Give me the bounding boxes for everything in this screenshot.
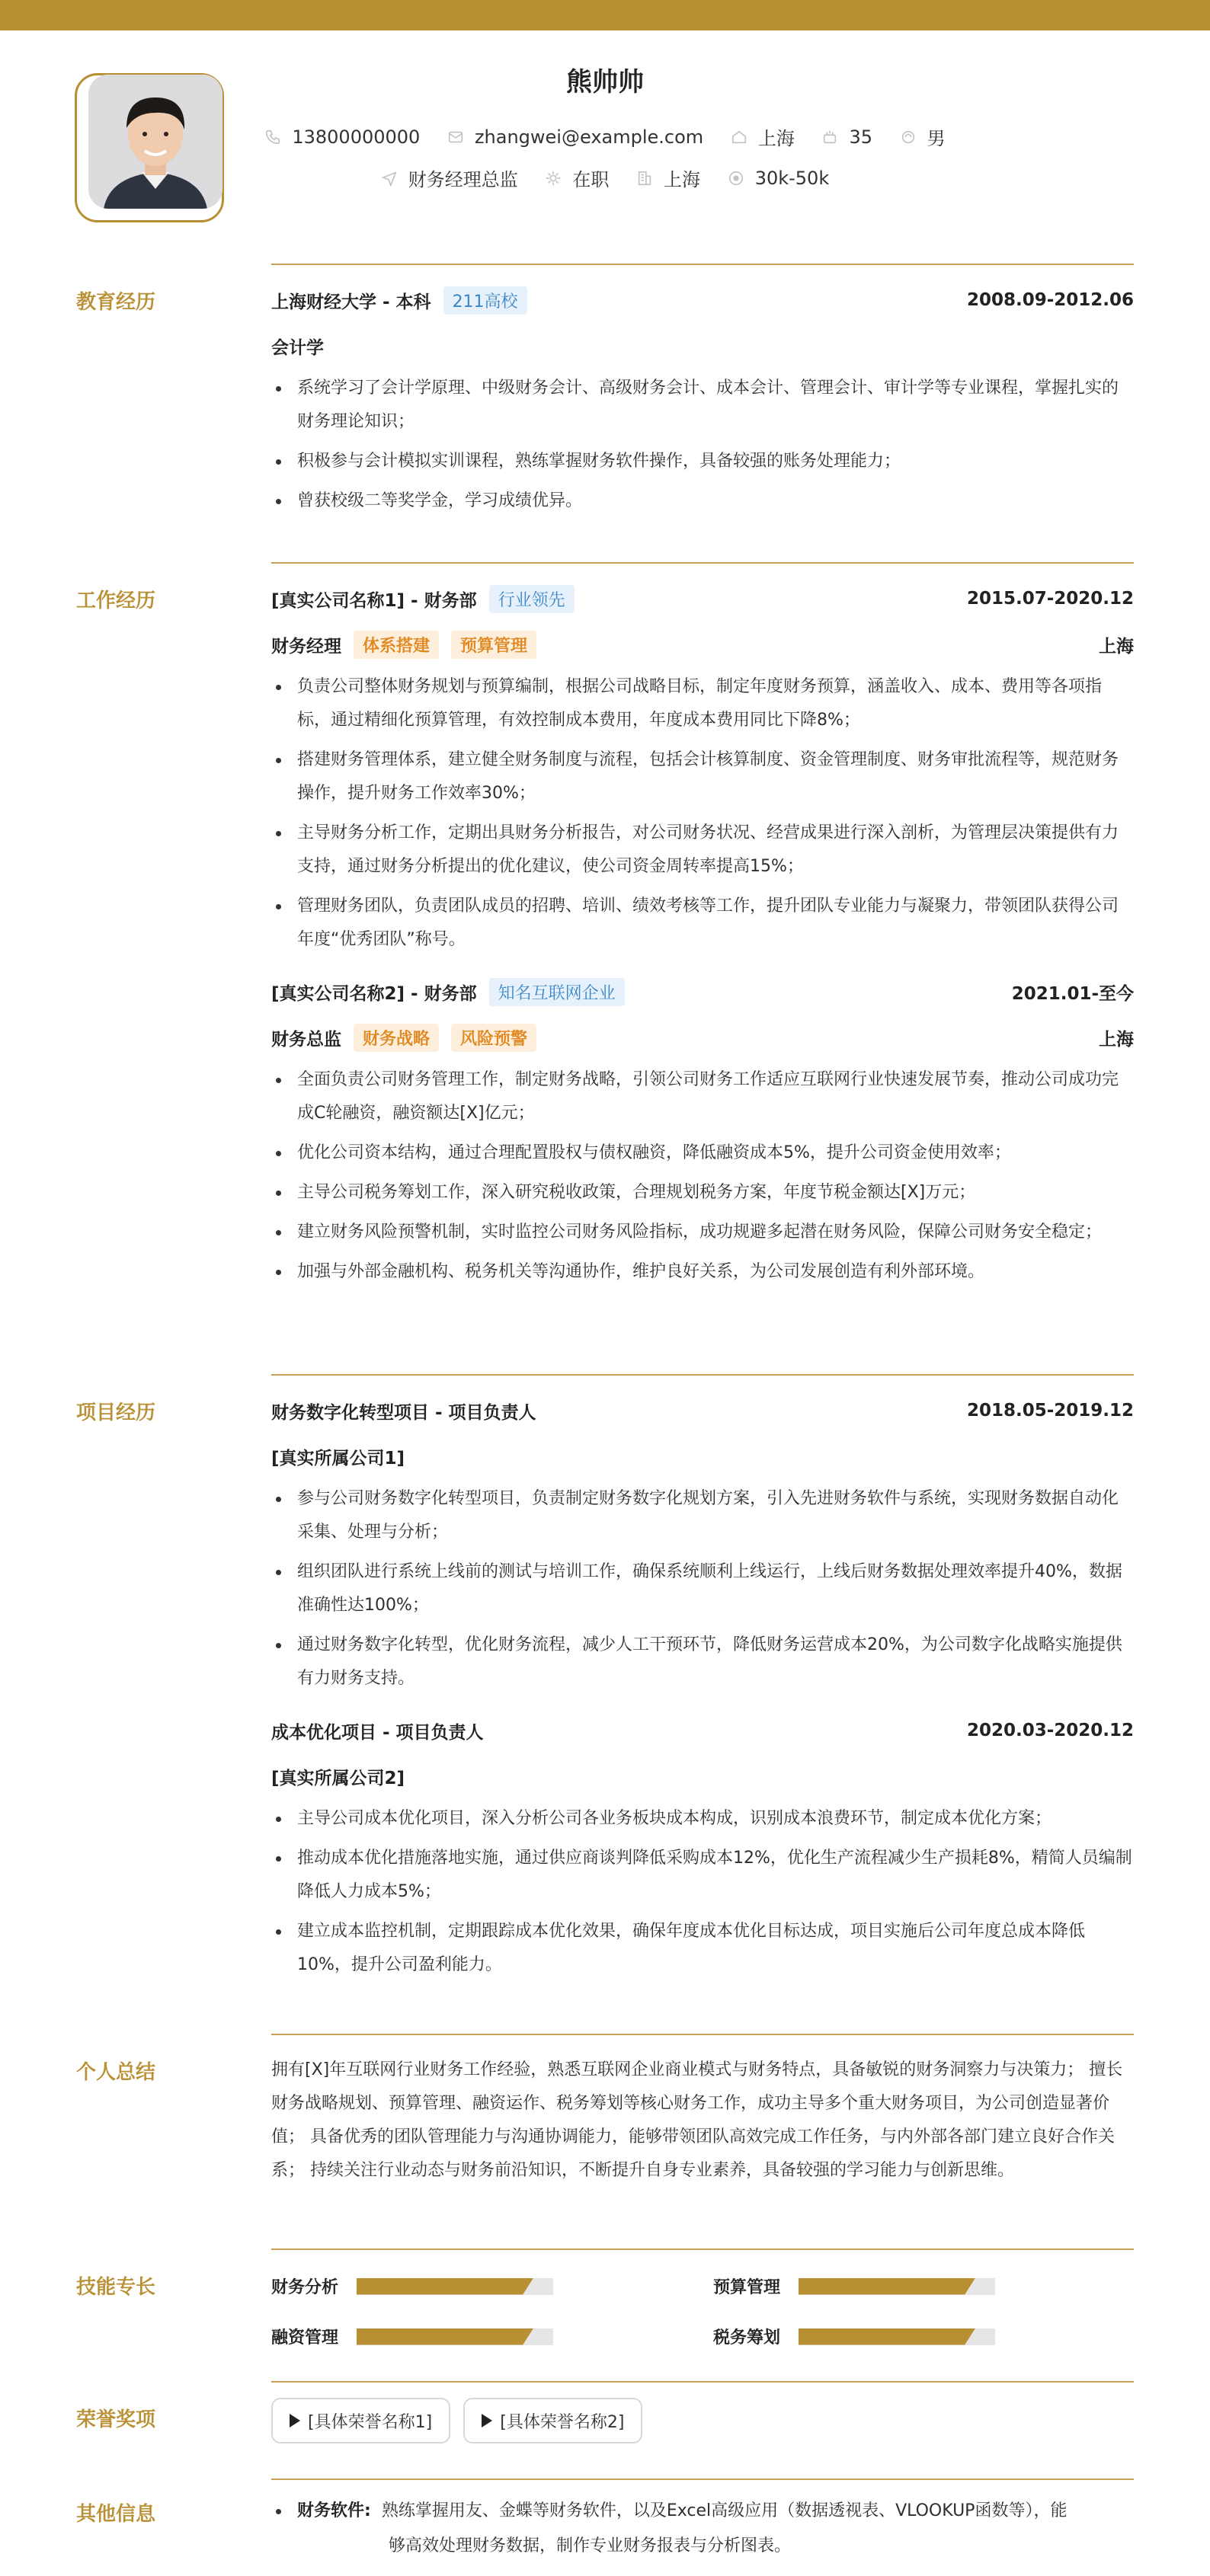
education-date: 2008.09-2012.06 <box>966 290 1134 310</box>
job-date: 2015.07-2020.12 <box>966 589 1134 609</box>
play-icon <box>482 2414 492 2427</box>
gender-icon <box>900 129 917 145</box>
list-item: 建立成本监控机制，定期跟踪成本优化效果，确保年度成本优化目标达成，项目实施后公司年度总成本降低10%，提升公司盈利能力。 <box>271 1915 1134 1982</box>
award-chip[interactable] <box>271 2398 450 2443</box>
company-tag: 知名互联网企业 <box>489 978 625 1006</box>
education-content <box>271 285 1134 518</box>
project-date: 2020.03-2020.12 <box>966 1721 1134 1740</box>
job-header <box>271 583 1134 614</box>
job-company: [真实公司名称2] - 财务部 <box>271 983 477 1004</box>
project-bullets <box>271 1482 1134 1695</box>
school-name: 上海财经大学 - 本科 <box>271 292 431 312</box>
skills-title: 技能专长 <box>76 2276 156 2299</box>
candidate-name: 熊帅帅 <box>566 67 644 97</box>
home-icon <box>731 129 747 145</box>
job-entry <box>271 583 1134 957</box>
section-divider <box>271 562 1134 564</box>
skill-name: 预算管理 <box>713 2278 781 2297</box>
job-bullets <box>271 1063 1134 1289</box>
list-item: 通过财务数字化转型，优化财务流程，减少人工干预环节，降低财务运营成本20%，为公司数字化战略实施提供有力财务支持。 <box>271 1628 1134 1695</box>
list-item: 系统学习了会计学原理、中级财务会计、高级财务会计、成本会计、管理会计、审计学等专业课程，掌握扎实的财务理论知识； <box>271 372 1134 439</box>
other-title: 其他信息 <box>76 2503 156 2526</box>
phone-item <box>264 126 420 148</box>
project-company-row <box>271 1761 1134 1791</box>
skill-bar <box>357 2278 553 2295</box>
skill-bar <box>799 2328 995 2345</box>
age-icon <box>821 129 838 145</box>
project-date: 2018.05-2019.12 <box>966 1401 1134 1421</box>
email-text: zhangwei@example.com <box>474 126 704 148</box>
list-item: 优化公司资本结构，通过合理配置股权与债权融资，降低融资成本5%，提升公司资金使用效率； <box>271 1136 1134 1170</box>
project-name: 成本优化项目 - 项目负责人 <box>271 1722 484 1743</box>
skill-tag: 风险预警 <box>451 1024 536 1052</box>
skill-name: 税务筹划 <box>713 2328 781 2347</box>
location-item <box>731 123 795 150</box>
skill-bar-fill <box>357 2278 533 2295</box>
skill-bar <box>799 2278 995 2295</box>
other-line2: 够高效处理财务数据，制作专业财务报表与分析图表。 <box>389 2536 792 2555</box>
section-divider <box>271 264 1134 265</box>
job-header <box>271 976 1134 1007</box>
status-text: 在职 <box>572 169 610 190</box>
job-city: 上海 <box>1099 1029 1134 1050</box>
project-name: 财务数字化转型项目 - 项目负责人 <box>271 1402 536 1423</box>
list-item: 全面负责公司财务管理工作，制定财务战略，引领公司财务工作适应互联网行业快速发展节奏，推动公司成功完成C轮融资，融资额达[X]亿元； <box>271 1063 1134 1130</box>
list-item: 搭建财务管理体系，建立健全财务制度与流程，包括会计核算制度、资金管理制度、财务审批流程等，规范财务操作，提升财务工作效率30%； <box>271 743 1134 810</box>
section-divider <box>271 1374 1134 1376</box>
skill-tag: 体系搭建 <box>354 631 439 659</box>
job-company: [真实公司名称1] - 财务部 <box>271 590 477 611</box>
skill-bar-fill <box>357 2328 533 2345</box>
phone-icon <box>264 129 281 145</box>
status-icon <box>545 170 562 187</box>
skill-name: 财务分析 <box>271 2278 339 2297</box>
major-name: 会计学 <box>271 337 324 358</box>
education-title: 教育经历 <box>76 291 156 314</box>
school-tag: 211高校 <box>443 286 527 315</box>
list-item: 加强与外部金融机构、税务机关等沟通协作，维护良好关系，为公司发展创造有利外部环境。 <box>271 1255 1134 1289</box>
play-icon <box>290 2414 300 2427</box>
skill-tag: 财务战略 <box>354 1024 439 1052</box>
skill-item <box>271 2325 553 2348</box>
send-icon <box>381 170 398 187</box>
contact-row <box>0 123 1210 150</box>
section-divider <box>271 2034 1134 2035</box>
target-position-text: 财务经理总监 <box>408 169 518 190</box>
phone-text: 13800000000 <box>292 126 421 148</box>
project-company-row <box>271 1441 1134 1472</box>
project-entry <box>271 1395 1134 1695</box>
skills-content <box>271 2248 1134 2355</box>
list-item: 主导公司税务筹划工作，深入研究税收政策，合理规划税务方案，年度节税金额达[X]万元； <box>271 1176 1134 1210</box>
summary-title: 个人总结 <box>76 2061 156 2084</box>
age-text: 35 <box>849 126 872 148</box>
target-city-item <box>636 165 700 191</box>
skill-item <box>713 2325 995 2348</box>
location-text: 上海 <box>757 128 795 149</box>
project-header <box>271 1395 1134 1426</box>
list-item: 主导财务分析工作，定期出具财务分析报告，对公司财务状况、经营成果进行深入剖析，为管理层决策提供有力支持，通过财务分析提出的优化建议，使公司资金周转率提高15%； <box>271 817 1134 884</box>
other-section <box>76 2479 1135 2555</box>
list-item: 组织团队进行系统上线前的测试与培训工作，确保系统顺利上线运行，上线后财务数据处理效率提升40%，数据准确性达100%； <box>271 1555 1134 1622</box>
education-bullets <box>271 372 1134 518</box>
list-item: 主导公司成本优化项目，深入分析公司各业务板块成本构成，识别成本浪费环节，制定成本优化方案； <box>271 1802 1134 1836</box>
job-position: 财务经理 <box>271 636 341 657</box>
project-header <box>271 1715 1134 1746</box>
skill-item <box>271 2274 553 2298</box>
award-name: [具体荣誉名称1] <box>308 2412 433 2432</box>
job-entry <box>271 976 1134 1289</box>
work-content <box>271 583 1134 1289</box>
mail-icon <box>447 129 464 145</box>
age-item <box>821 126 872 148</box>
other-line1: 熟练掌握用友、金蝶等财务软件，以及Excel高级应用（数据透视表、VLOOKUP函数等），能 <box>381 2501 1068 2520</box>
job-city: 上海 <box>1099 636 1134 657</box>
section-divider <box>271 2479 1134 2480</box>
other-label: 财务软件: <box>297 2501 371 2520</box>
list-item: 管理财务团队，负责团队成员的招聘、培训、绩效考核等工作，提升团队专业能力与凝聚力，带领团队获得公司年度“优秀团队”称号。 <box>271 890 1134 957</box>
education-header <box>271 285 1134 315</box>
salary-text: 30k-50k <box>754 167 830 189</box>
gender-text: 男 <box>927 128 946 149</box>
building-icon <box>636 170 653 187</box>
list-item: 积极参与会计模拟实训课程，熟练掌握财务软件操作，具备较强的账务处理能力； <box>271 445 1134 478</box>
awards-title: 荣誉奖项 <box>76 2408 156 2431</box>
job-intent-row <box>0 165 1210 191</box>
project-company: [真实所属公司1] <box>271 1448 405 1469</box>
target-city-text: 上海 <box>664 169 701 190</box>
work-title: 工作经历 <box>76 590 156 612</box>
skill-tag: 预算管理 <box>451 631 536 659</box>
award-name: [具体荣誉名称2] <box>500 2412 625 2432</box>
award-chip[interactable] <box>463 2398 642 2443</box>
major-row <box>271 331 1134 361</box>
job-position: 财务总监 <box>271 1029 341 1050</box>
list-item: 参与公司财务数字化转型项目，负责制定财务数字化规划方案，引入先进财务软件与系统，实现财务数据自动化采集、处理与分析； <box>271 1482 1134 1549</box>
job-position-row <box>271 1022 1134 1053</box>
list-item: 负责公司整体财务规划与预算编制，根据公司战略目标，制定年度财务预算，涵盖收入、成本、费用等各项指标，通过精细化预算管理，有效控制成本费用，年度成本费用同比下降8%； <box>271 670 1134 737</box>
status-item <box>545 165 609 191</box>
project-entry <box>271 1715 1134 1982</box>
job-date: 2021.01-至今 <box>1011 983 1134 1004</box>
skill-item <box>713 2274 995 2298</box>
salary-item <box>728 168 830 189</box>
projects-title: 项目经历 <box>76 1401 156 1424</box>
project-company: [真实所属公司2] <box>271 1768 405 1788</box>
other-content <box>271 2494 1134 2564</box>
job-position-row <box>271 629 1134 660</box>
top-accent-bar <box>0 0 1210 30</box>
email-item <box>447 126 703 148</box>
list-item: 曾获校级二等奖学金，学习成绩优异。 <box>271 484 1134 518</box>
skill-bar <box>357 2328 553 2345</box>
job-bullets <box>271 670 1134 957</box>
skill-bar-fill <box>799 2278 975 2295</box>
projects-content <box>271 1395 1134 1982</box>
gender-item <box>900 123 946 150</box>
section-divider <box>271 2381 1134 2383</box>
project-bullets <box>271 1802 1134 1982</box>
skill-bar-fill <box>799 2328 975 2345</box>
list-item: 建立财务风险预警机制，实时监控公司财务风险指标，成功规避多起潜在财务风险，保障公司财务安全稳定； <box>271 1216 1134 1249</box>
skill-name: 融资管理 <box>271 2328 339 2347</box>
summary-text: 拥有[X]年互联网行业财务工作经验，熟悉互联网企业商业模式与财务特点，具备敏锐的财务洞察力与决策力； 擅长财务战略规划、预算管理、融资运作、税务筹划等核心财务工作，成功主导多个重大财务项目，为公司创造显著价值； 具备优秀的团队管理能力与沟通协调能力，能够带领团队高效完成工作任务，与内外部各部门建立良好合作关系； 持续关注行业动态与财务前沿知识，不断提升自身专业素养，具备较强的学习能力与创新思维。 <box>271 2060 1123 2180</box>
awards-content <box>271 2398 1134 2443</box>
list-item: 推动成本优化措施落地实施，通过供应商谈判降低采购成本12%，优化生产流程减少生产损耗8%，精简人员编制降低人力成本5%； <box>271 1842 1134 1909</box>
target-position-item <box>381 165 518 191</box>
salary-icon <box>728 170 744 187</box>
company-tag: 行业领先 <box>489 585 575 613</box>
